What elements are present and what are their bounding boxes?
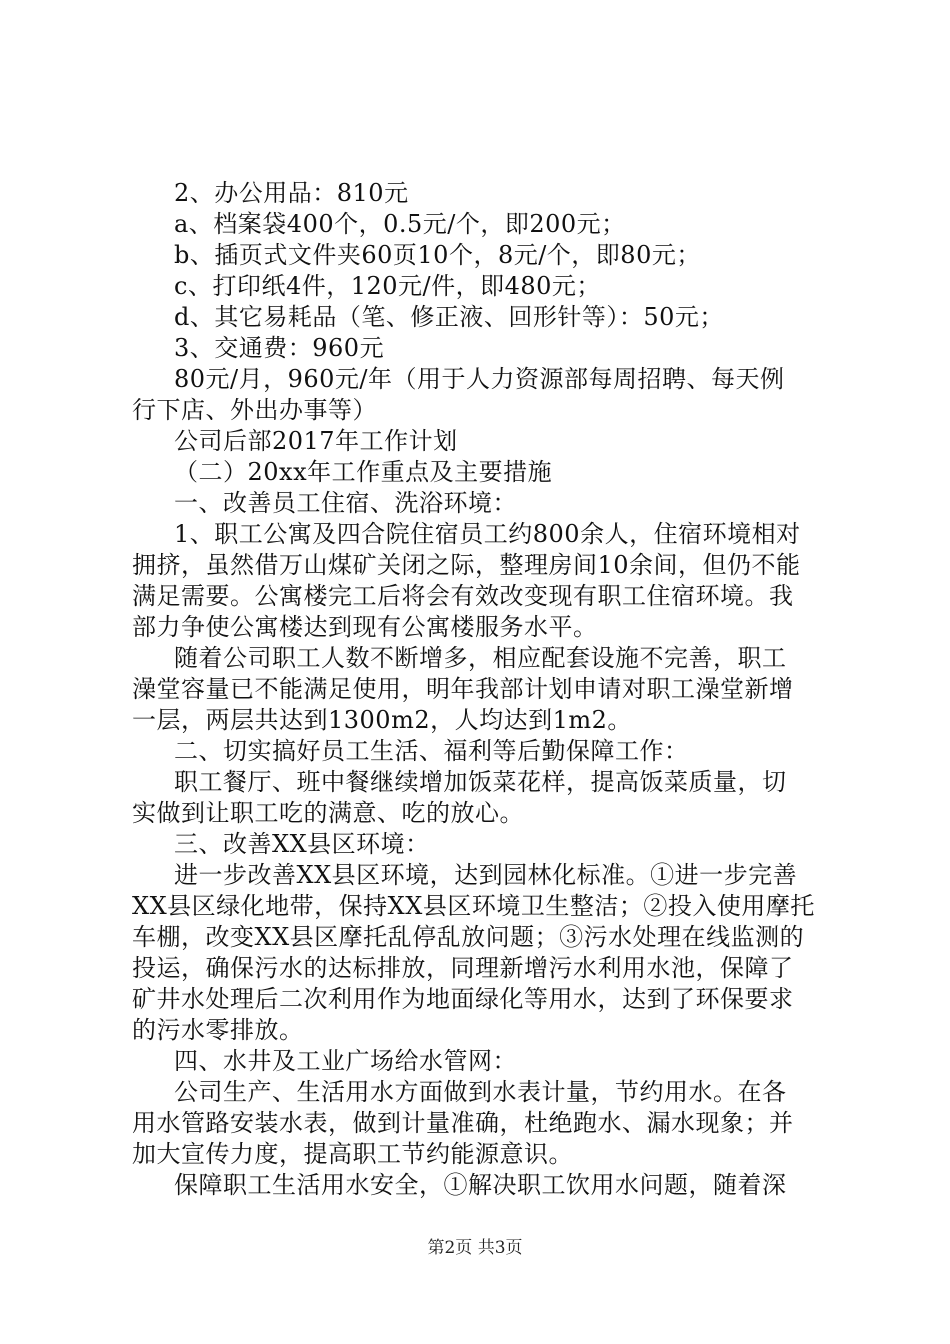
text-line: 行下店、外出办事等） (132, 396, 377, 424)
text-line: 三、改善XX县区环境： (174, 830, 430, 858)
text-line: XX县区绿化地带，保持XX县区环境卫生整洁；②投入使用摩托 (132, 892, 815, 920)
text-line: 80元/月，960元/年（用于人力资源部每周招聘、每天例 (174, 365, 785, 393)
text-line: 实做到让职工吃的满意、吃的放心。 (132, 799, 524, 827)
text-line: 一层，两层共达到1300m2，人均达到1m2。 (132, 706, 632, 734)
text-line: 职工餐厅、班中餐继续增加饭菜花样，提高饭菜质量，切 (174, 768, 787, 796)
text-line: a、档案袋400个，0.5元/个，即200元； (174, 210, 626, 238)
text-line: 随着公司职工人数不断增多，相应配套设施不完善，职工 (174, 644, 787, 672)
text-line: 矿井水处理后二次利用作为地面绿化等用水，达到了环保要求 (132, 985, 794, 1013)
text-line: 一、改善员工住宿、洗浴环境： (174, 489, 517, 517)
text-line: （二）20xx年工作重点及主要措施 (174, 458, 553, 486)
text-line: 2、办公用品：810元 (174, 179, 409, 207)
text-line: 澡堂容量已不能满足使用，明年我部计划申请对职工澡堂新增 (132, 675, 794, 703)
text-line: 进一步改善XX县区环境，达到园林化标准。①进一步完善 (174, 861, 798, 889)
text-line: 公司后部2017年工作计划 (174, 427, 458, 455)
text-line: 部力争使公寓楼达到现有公寓楼服务水平。 (132, 613, 598, 641)
text-line: c、打印纸4件，120元/件，即480元； (174, 272, 601, 300)
text-line: d、其它易耗品（笔、修正液、回形针等）：50元； (174, 303, 724, 331)
text-line: 用水管路安装水表，做到计量准确，杜绝跑水、漏水现象；并 (132, 1109, 794, 1137)
text-line: 车棚，改变XX县区摩托乱停乱放问题；③污水处理在线监测的 (132, 923, 805, 951)
text-line: 3、交通费：960元 (174, 334, 385, 362)
text-line: 的污水零排放。 (132, 1016, 304, 1044)
text-line: 拥挤，虽然借万山煤矿关闭之际，整理房间10余间，但仍不能 (132, 551, 801, 579)
text-line: 公司生产、生活用水方面做到水表计量，节约用水。在各 (174, 1078, 787, 1106)
text-line: 1、职工公寓及四合院住宿员工约800余人，住宿环境相对 (174, 520, 801, 548)
page-footer: 第2页 共3页 (427, 1238, 523, 1258)
text-line: 四、水井及工业广场给水管网： (174, 1047, 517, 1075)
text-line: 保障职工生活用水安全，①解决职工饮用水问题，随着深 (174, 1171, 787, 1199)
text-line: 加大宣传力度，提高职工节约能源意识。 (132, 1140, 573, 1168)
text-line: 满足需要。公寓楼完工后将会有效改变现有职工住宿环境。我 (132, 582, 794, 610)
text-line: 投运，确保污水的达标排放，同理新增污水利用水池，保障了 (132, 954, 794, 982)
text-line: 二、切实搞好员工生活、福利等后勤保障工作： (174, 737, 689, 765)
text-line: b、插页式文件夹60页10个，8元/个，即80元； (174, 241, 701, 269)
